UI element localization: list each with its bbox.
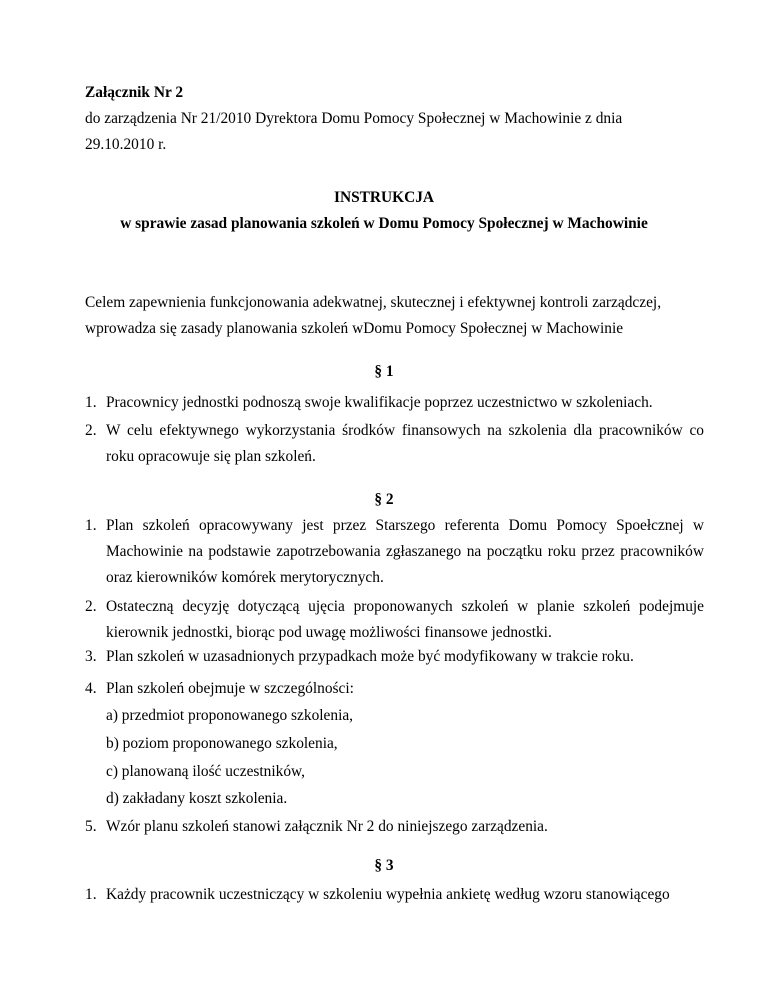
section-heading: § 3 <box>374 857 394 874</box>
item-text: Plan szkoleń obejmuje w szczególności: <box>106 680 354 697</box>
item-number: 4. <box>85 680 97 697</box>
item-number: 1. <box>85 517 97 534</box>
list-item <box>85 418 704 470</box>
list-item <box>85 814 704 840</box>
sub-item: a) przedmiot proponowanego szkolenia, <box>106 707 354 724</box>
section-heading: § 2 <box>374 491 394 508</box>
item-text: W celu efektywnego wykorzystania środków finansowych na szkolenia dla pracowników co roku opracowuje się plan szkoleń. <box>106 422 704 465</box>
list-item <box>85 676 704 702</box>
item-text: Pracownicy jednostki podnoszą swoje kwalifikacje poprzez uczestnictwo w szkoleniach. <box>106 394 653 411</box>
item-text: Plan szkoleń w uzasadnionych przypadkach może być modyfikowany w trakcie roku. <box>106 648 634 665</box>
attachment-title: Załącznik Nr 2 <box>85 84 184 101</box>
item-number: 2. <box>85 422 97 439</box>
item-number: 5. <box>85 818 97 835</box>
sub-item: b) poziom proponowanego szkolenia, <box>106 735 338 752</box>
item-number: 2. <box>85 598 97 615</box>
intro-paragraph <box>85 290 683 342</box>
list-item <box>85 390 704 416</box>
sub-item: d) zakładany koszt szkolenia. <box>106 790 288 807</box>
item-text: Wzór planu szkoleń stanowi załącznik Nr 2 do niniejszego zarządzenia. <box>106 818 548 835</box>
doc-title: INSTRUKCJA <box>333 189 435 206</box>
item-text: Plan szkoleń opracowywany jest przez Starszego referenta Domu Pomocy Spoełcznej w Machowinie na podstawie zapotrzebowania zgłaszanego na początku roku przez pracowników oraz kierowników komórek merytorycznych. <box>106 517 704 586</box>
list-item <box>85 882 704 908</box>
item-number: 3. <box>85 648 97 665</box>
item-text: Każdy pracownik uczestniczący w szkoleniu wypełnia ankietę według wzoru stanowiącego <box>106 886 670 903</box>
attachment-date: 29.10.2010 r. <box>85 136 167 153</box>
intro-line-1: Celem zapewnienia funkcjonowania adekwatnej, skutecznej i efektywnej kontroli zarządczej, <box>85 294 662 311</box>
section-heading: § 1 <box>374 363 394 380</box>
list-item <box>85 513 704 591</box>
list-item <box>85 644 704 670</box>
attachment-subtitle <box>85 106 683 158</box>
item-number: 1. <box>85 394 97 411</box>
list-item <box>85 594 704 646</box>
item-number: 1. <box>85 886 97 903</box>
doc-subtitle: w sprawie zasad planowania szkoleń w Domu Pomocy Społecznej w Machowinie <box>120 215 648 232</box>
attachment-ref: do zarządzenia Nr 21/2010 Dyrektora Domu Pomocy Społecznej w Machowinie z dnia <box>85 110 623 127</box>
sub-item: c) planowaną ilość uczestników, <box>106 763 306 780</box>
intro-line-2: wprowadza się zasady planowania szkoleń wDomu Pomocy Społecznej w Machowinie <box>85 320 624 337</box>
item-text: Ostateczną decyzję dotyczącą ujęcia proponowanych szkoleń w planie szkoleń podejmuje kierownik jednostki, biorąc pod uwagę możliwości finansowe jednostki. <box>106 598 704 641</box>
